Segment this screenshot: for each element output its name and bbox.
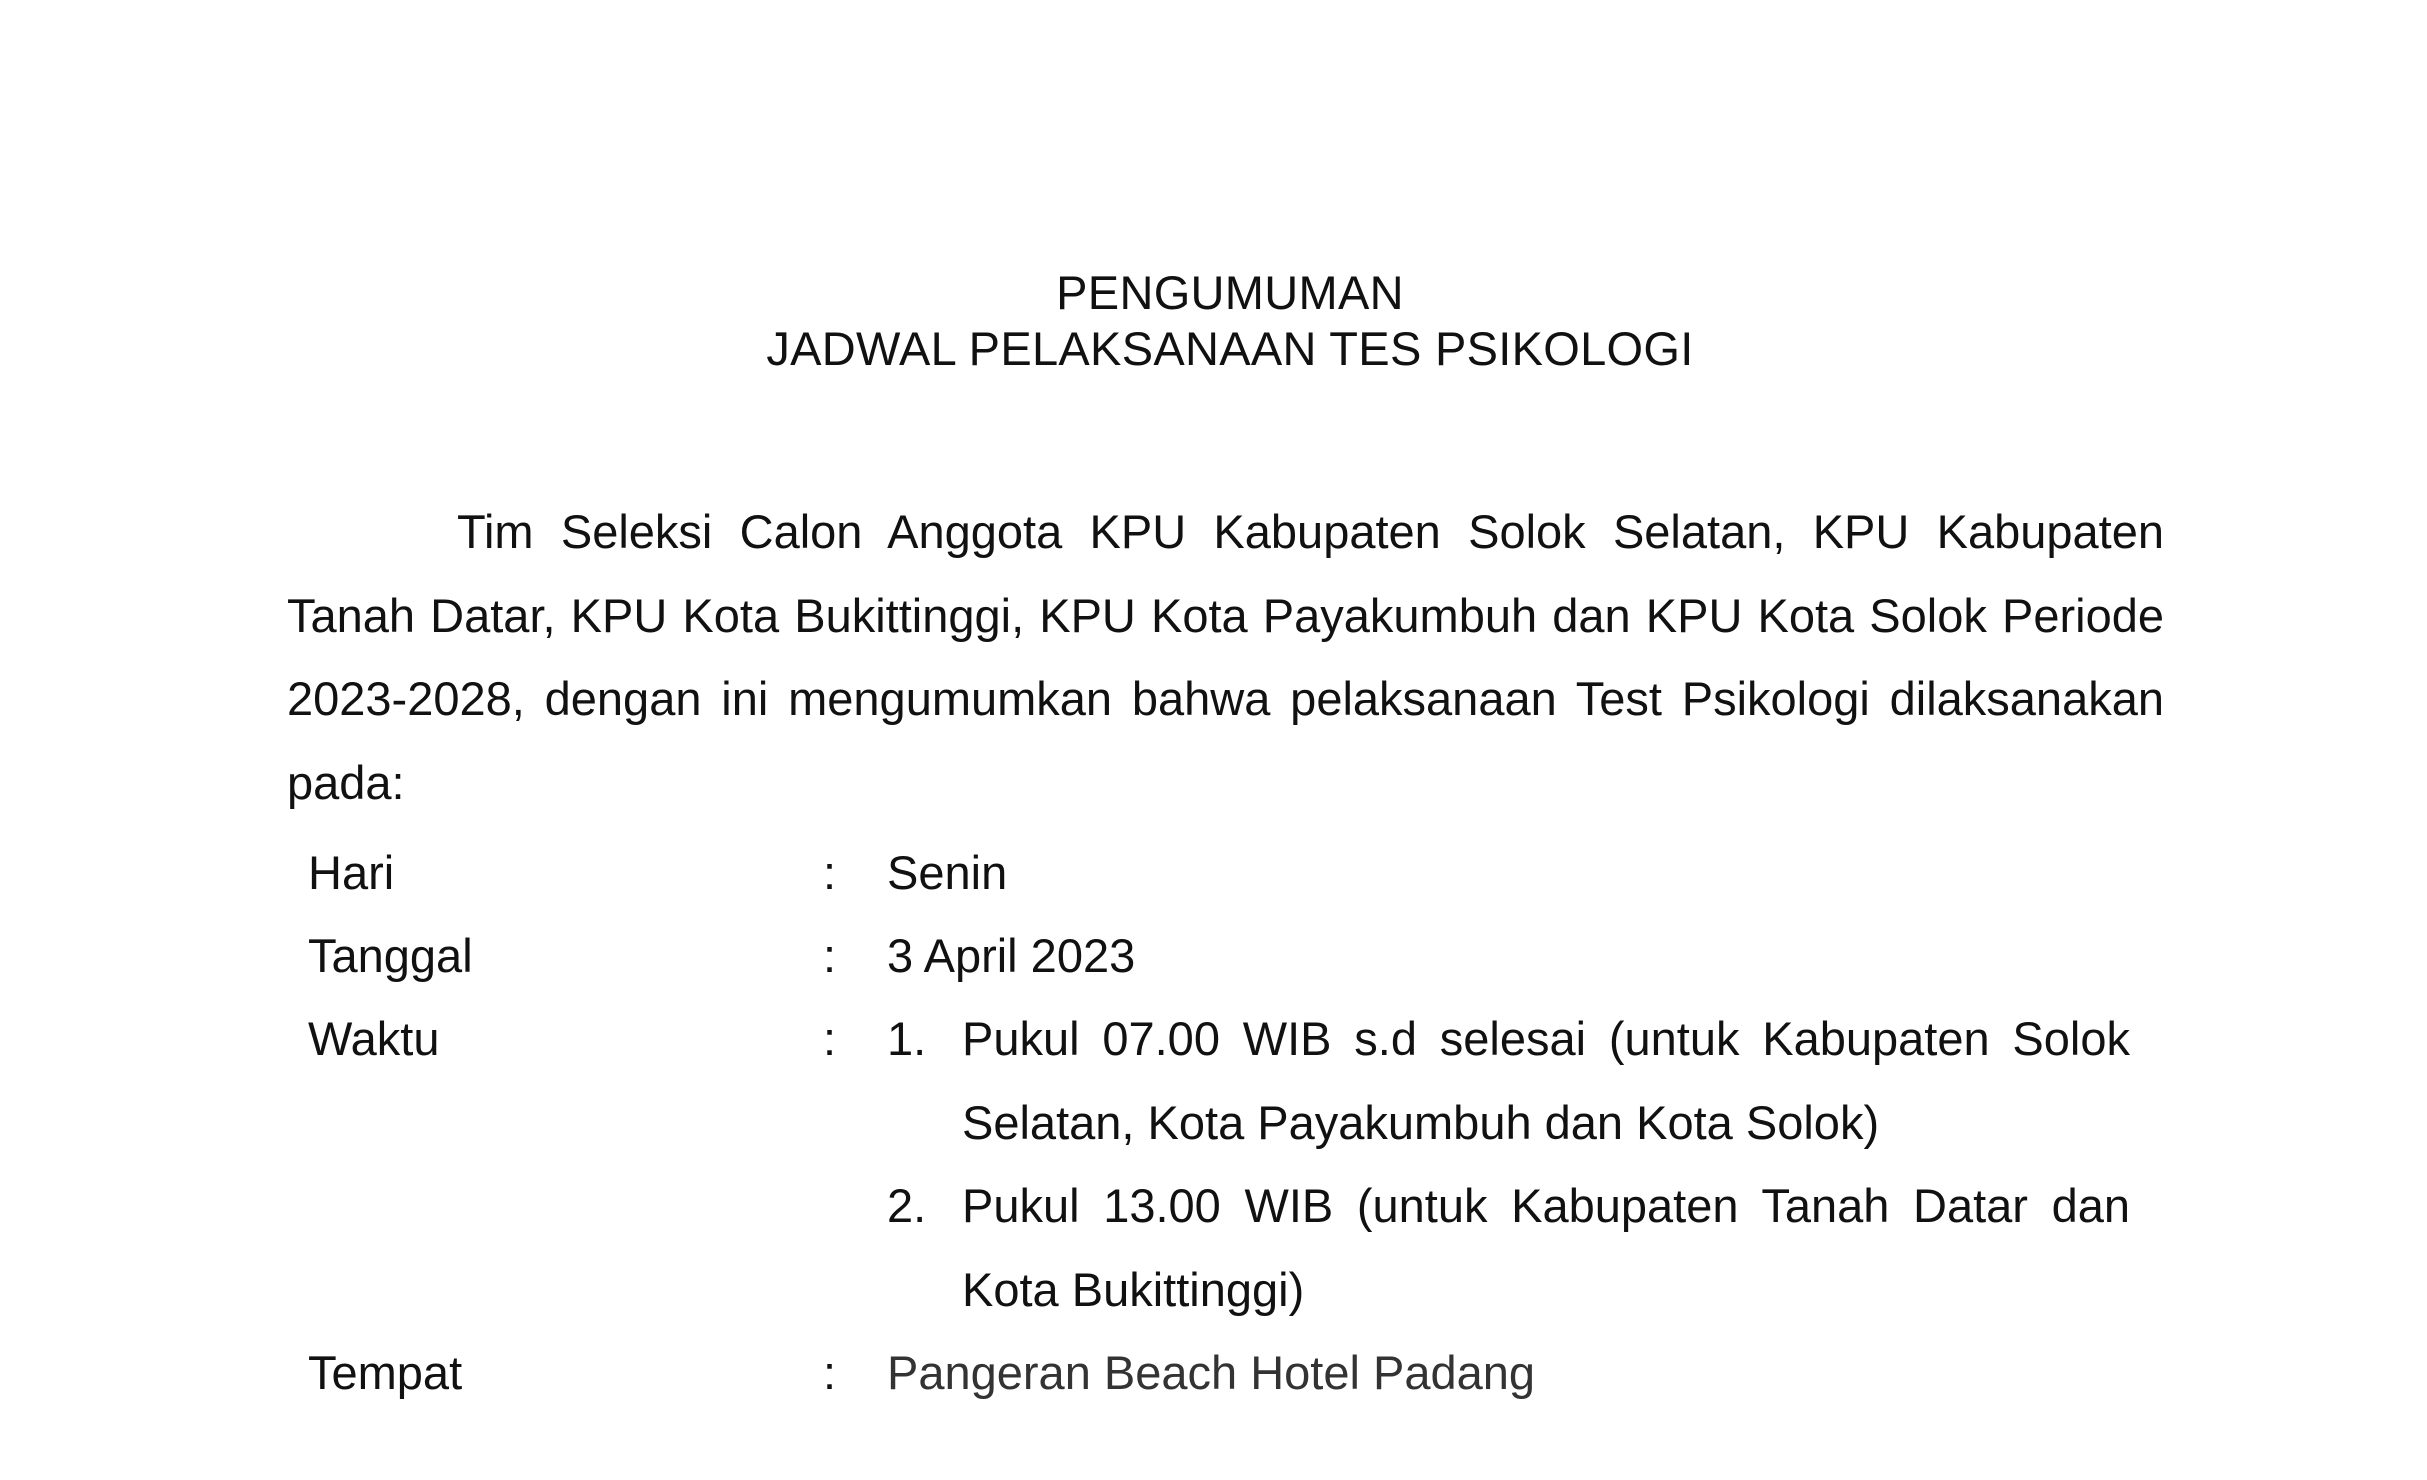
waktu-item-number: 2. bbox=[887, 1179, 927, 1232]
detail-colon: : bbox=[823, 929, 837, 982]
detail-colon: : bbox=[823, 1012, 837, 1065]
announcement-subtitle: JADWAL PELAKSANAAN TES PSIKOLOGI bbox=[766, 322, 1694, 375]
detail-colon: : bbox=[823, 1346, 837, 1399]
detail-value-tempat: Pangeran Beach Hotel Padang bbox=[887, 1346, 1536, 1399]
detail-label-hari: Hari bbox=[308, 846, 395, 899]
detail-label-tempat: Tempat bbox=[308, 1346, 463, 1399]
waktu-item-text: Pukul 13.00 WIB (untuk Kabupaten Tanah Datar dan Kota Bukittinggi) bbox=[962, 1179, 2130, 1316]
detail-value-hari: Senin bbox=[887, 846, 1008, 899]
detail-label-tanggal: Tanggal bbox=[308, 929, 473, 982]
waktu-item-text: Pukul 07.00 WIB s.d selesai (untuk Kabupaten Solok Selatan, Kota Payakumbuh dan Kota Solok) bbox=[962, 1012, 2130, 1149]
announcement-title: PENGUMUMAN bbox=[1056, 266, 1404, 319]
detail-value-tanggal: 3 April 2023 bbox=[887, 929, 1136, 982]
intro-paragraph: Tim Seleksi Calon Anggota KPU Kabupaten Solok Selatan, KPU Kabupaten Tanah Datar, KPU Kota Bukittinggi, KPU Kota Payakumbuh dan KPU Kota Solok Periode 2023-2028, dengan ini mengumumkan bahwa pelaksanaan Test Psikologi dilaksanakan pada: bbox=[287, 505, 2164, 809]
detail-label-waktu: Waktu bbox=[308, 1012, 440, 1065]
detail-colon: : bbox=[823, 846, 837, 899]
waktu-item-number: 1. bbox=[887, 1012, 927, 1065]
